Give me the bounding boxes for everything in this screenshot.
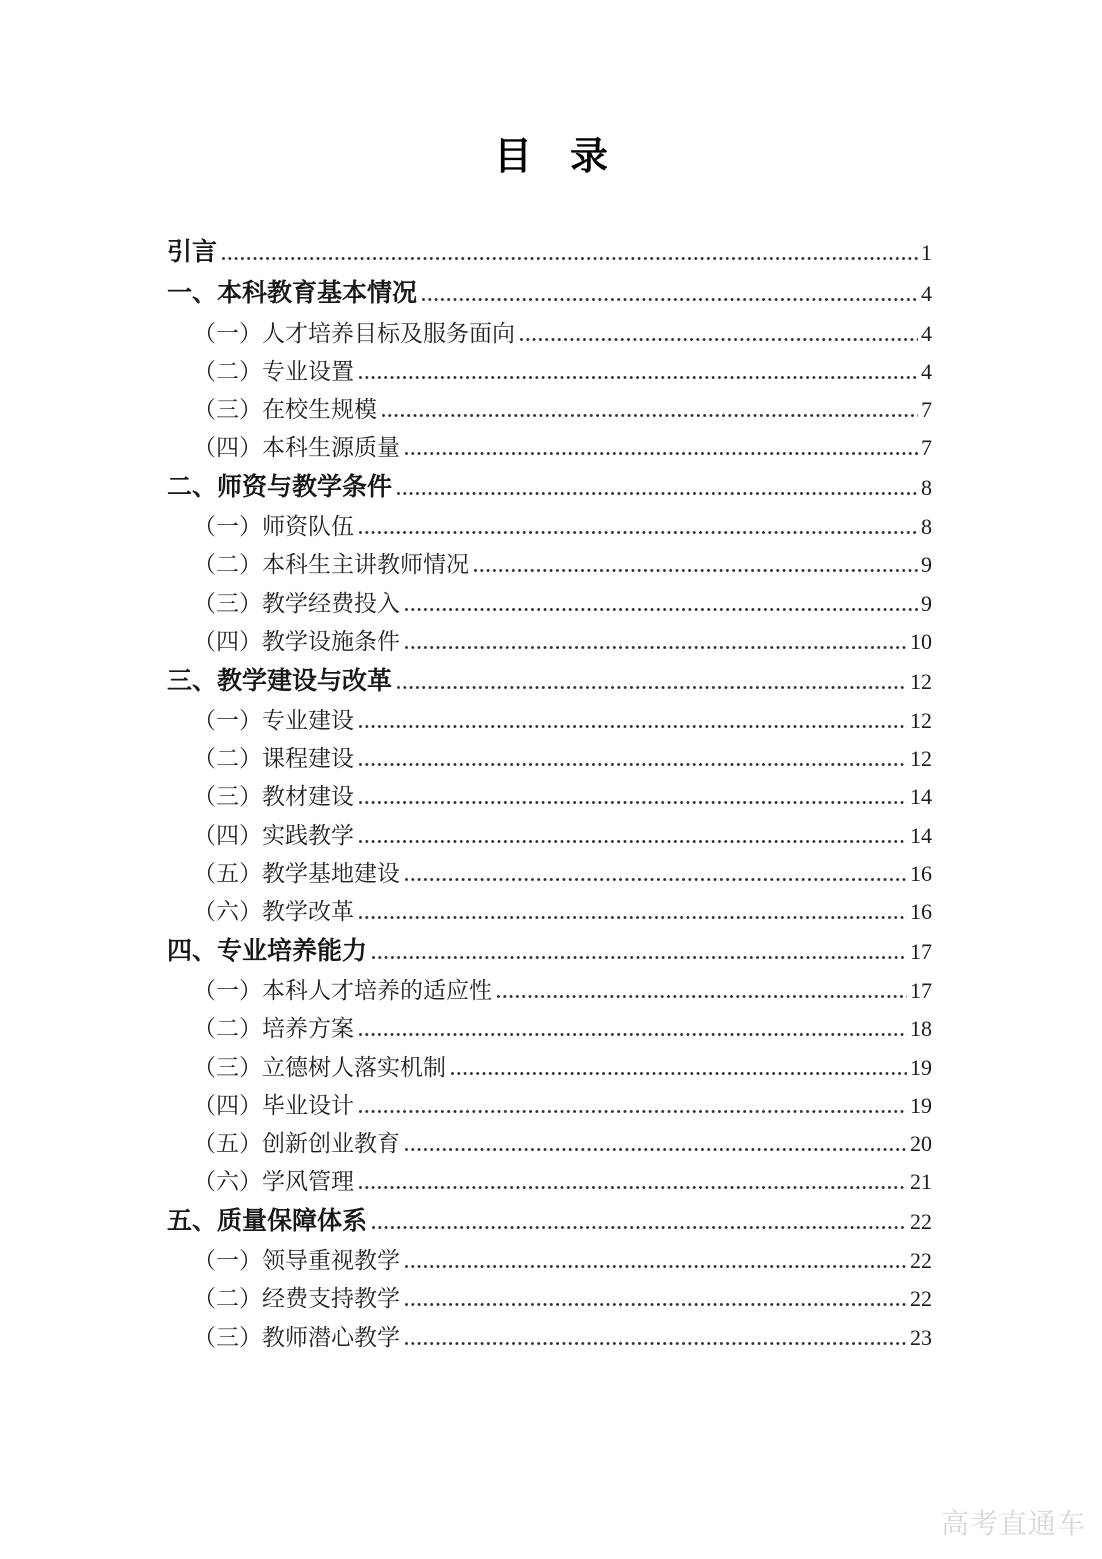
toc-entry-page: 19 [910, 1054, 932, 1080]
toc-entry-label: （四）教学设施条件 [193, 628, 400, 654]
toc-entry-page: 9 [921, 590, 932, 616]
toc-entry-page: 16 [910, 860, 932, 886]
toc-entry-page: 19 [910, 1092, 932, 1118]
toc-entry-page: 4 [921, 358, 932, 384]
dot-leader [372, 1226, 907, 1229]
toc-entry-label: （五）创新创业教育 [193, 1130, 400, 1156]
dot-leader [359, 763, 907, 766]
toc-entry [167, 900, 932, 924]
toc-entry-page: 1 [921, 240, 932, 265]
toc-entry [167, 474, 932, 500]
toc-entry-page: 21 [910, 1168, 932, 1194]
toc-entry-label: （三）教学经费投入 [193, 590, 400, 616]
toc-entry-label: （三）在校生规模 [193, 396, 377, 422]
page-title: 目 录 [493, 136, 608, 178]
toc-entry [167, 979, 932, 1003]
dot-leader [382, 414, 918, 417]
dot-leader [405, 1342, 907, 1345]
toc-entry-page: 23 [910, 1324, 932, 1350]
dot-leader [359, 531, 918, 534]
dot-leader [405, 1303, 907, 1306]
toc-entry-page: 18 [910, 1016, 932, 1042]
toc-entry [167, 1056, 932, 1080]
toc-entry-label: （二）经费支持教学 [193, 1286, 400, 1312]
toc-entry-page: 17 [910, 978, 932, 1004]
toc-entry [167, 1094, 932, 1118]
dot-leader [422, 298, 918, 301]
dot-leader [372, 956, 907, 959]
toc-entry-page: 22 [910, 1248, 932, 1274]
dot-leader [405, 878, 907, 881]
dot-leader [405, 608, 918, 611]
toc-entry-label: （三）教材建设 [193, 784, 354, 810]
toc-entry-label: 二、师资与教学条件 [167, 473, 393, 502]
toc-entry [167, 1326, 932, 1350]
toc-entry-page: 14 [910, 784, 932, 810]
toc-entry [167, 239, 932, 265]
dot-leader [405, 1148, 907, 1151]
toc-entry-label: （一）师资队伍 [193, 514, 354, 540]
dot-leader [359, 376, 918, 379]
watermark: 高考直通车 [940, 1508, 1086, 1539]
toc-entry [167, 280, 932, 306]
dot-leader [359, 801, 907, 804]
toc-entry-page: 16 [910, 898, 932, 924]
toc-entry [167, 630, 932, 654]
toc-entry-label: （一）领导重视教学 [193, 1248, 400, 1274]
dot-leader [405, 1265, 907, 1268]
toc-entry [167, 824, 932, 848]
toc-entry [167, 1132, 932, 1156]
toc-entry-page: 4 [921, 281, 932, 307]
toc-entry-label: （二）专业设置 [193, 358, 354, 384]
toc-entry [167, 1170, 932, 1194]
toc-entry [167, 785, 932, 809]
toc-entry-label: （二）课程建设 [193, 746, 354, 772]
toc-entry-label: （二）培养方案 [193, 1016, 354, 1042]
dot-leader [222, 257, 918, 260]
toc-entry-page: 7 [921, 434, 932, 460]
toc-entry [167, 1208, 932, 1234]
toc-entry-page: 12 [910, 746, 932, 772]
dot-leader [359, 725, 907, 728]
dot-leader [497, 995, 907, 998]
toc-entry-label: 三、教学建设与改革 [167, 666, 393, 695]
toc-entry [167, 1017, 932, 1041]
dot-leader [359, 1033, 907, 1036]
toc-entry [167, 747, 932, 771]
toc-entry-label: （一）人才培养目标及服务面向 [193, 320, 515, 346]
toc-entry-label: 一、本科教育基本情况 [167, 279, 418, 308]
dot-leader [451, 1072, 907, 1075]
dot-leader [397, 492, 918, 495]
toc-entry-label: 四、专业培养能力 [167, 936, 368, 965]
toc-entry-label: （二）本科生主讲教师情况 [193, 552, 469, 578]
toc-entry [167, 1249, 932, 1273]
toc-entry-label: （五）教学基地建设 [193, 860, 400, 886]
toc-entry-page: 17 [910, 938, 932, 964]
toc-entry-label: （三）教师潜心教学 [193, 1324, 400, 1350]
toc-entry [167, 515, 932, 539]
toc-entry-label: （一）本科人才培养的适应性 [193, 978, 492, 1004]
dot-leader [474, 569, 918, 572]
dot-leader [405, 452, 918, 455]
toc-entry-page: 12 [910, 668, 932, 694]
toc-entry [167, 553, 932, 577]
toc-entry [167, 668, 932, 694]
toc-list [167, 231, 932, 1364]
toc-entry-label: （六）学风管理 [193, 1168, 354, 1194]
toc-entry [167, 322, 932, 346]
toc-entry-page: 10 [910, 628, 932, 654]
dot-leader [359, 1186, 907, 1189]
dot-leader [359, 1110, 907, 1113]
toc-entry-page: 20 [910, 1130, 932, 1156]
toc-entry-page: 8 [921, 475, 932, 501]
toc-entry [167, 1287, 932, 1311]
toc-entry-page: 22 [910, 1286, 932, 1312]
toc-entry [167, 709, 932, 733]
toc-entry [167, 360, 932, 384]
dot-leader [405, 646, 907, 649]
dot-leader [520, 338, 918, 341]
toc-entry-label: （三）立德树人落实机制 [193, 1054, 446, 1080]
toc-entry [167, 592, 932, 616]
toc-entry-label: 引言 [167, 238, 218, 266]
dot-leader [359, 916, 907, 919]
toc-entry-page: 22 [910, 1209, 932, 1235]
toc-entry [167, 862, 932, 886]
toc-entry-page: 8 [921, 514, 932, 540]
toc-entry-page: 7 [921, 396, 932, 422]
toc-entry-label: （四）本科生源质量 [193, 434, 400, 460]
toc-entry-label: （一）专业建设 [193, 708, 354, 734]
toc-entry-label: （六）教学改革 [193, 898, 354, 924]
toc-entry-label: （四）实践教学 [193, 822, 354, 848]
dot-leader [397, 686, 907, 689]
toc-entry-page: 4 [921, 320, 932, 346]
dot-leader [359, 840, 907, 843]
toc-entry-page: 14 [910, 822, 932, 848]
toc-entry-page: 9 [921, 552, 932, 578]
toc-entry [167, 398, 932, 422]
toc-entry [167, 436, 932, 460]
toc-entry-page: 12 [910, 708, 932, 734]
toc-entry [167, 938, 932, 964]
toc-entry-label: 五、质量保障体系 [167, 1207, 368, 1236]
toc-entry-label: （四）毕业设计 [193, 1092, 354, 1118]
